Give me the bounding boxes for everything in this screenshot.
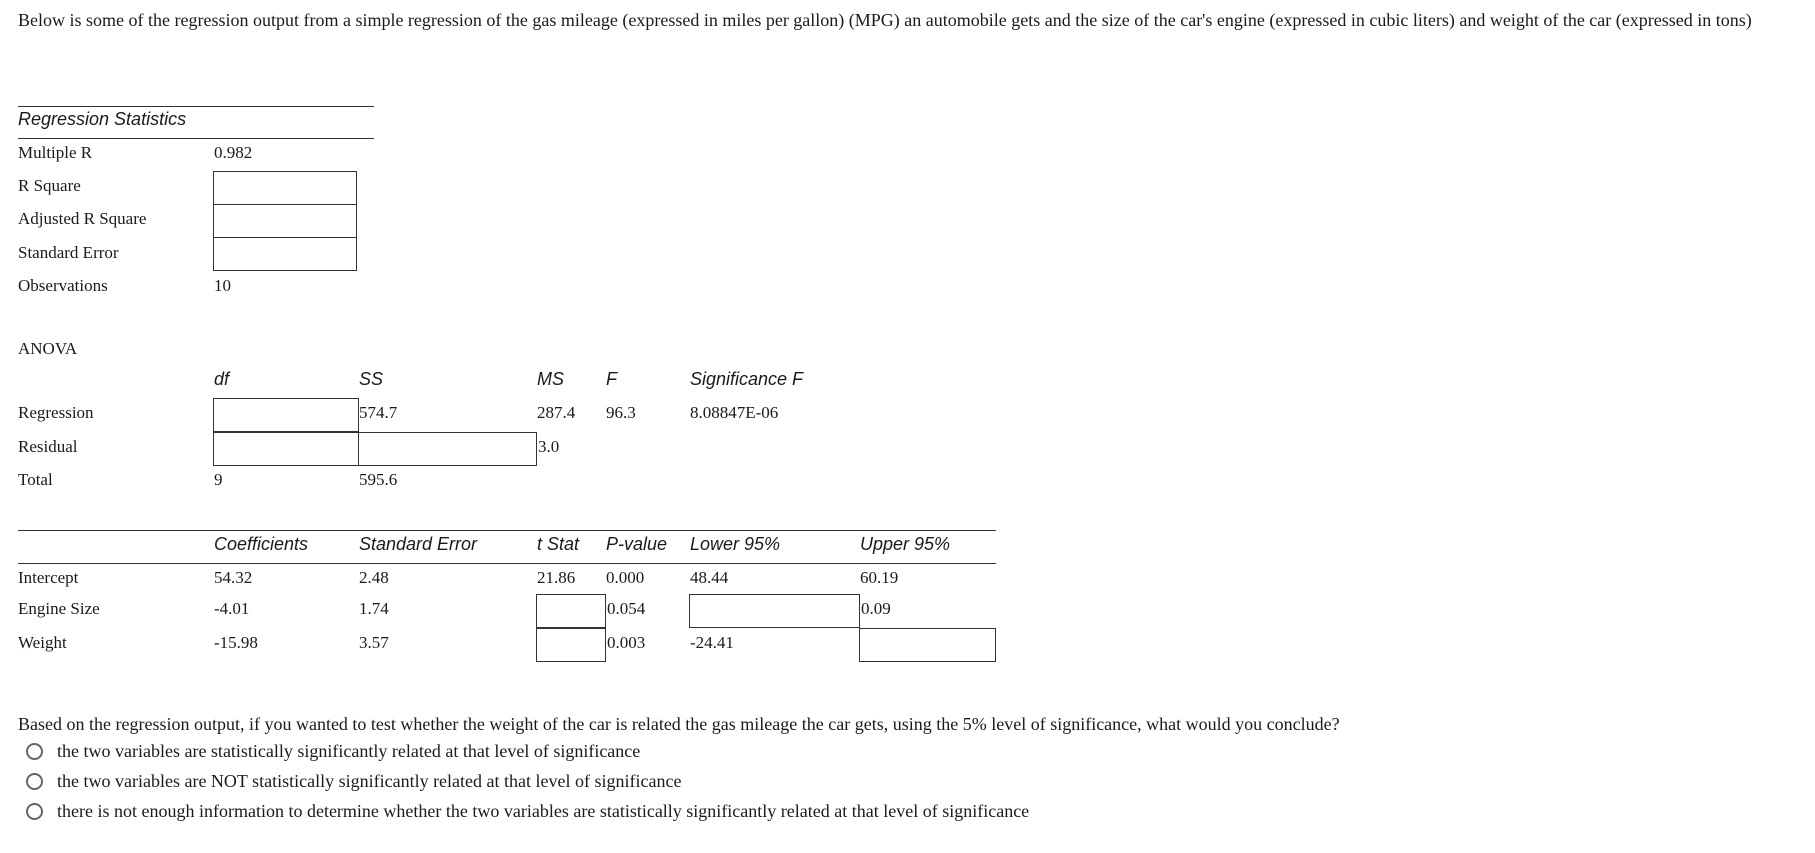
coef-header-t-stat: t Stat bbox=[537, 534, 580, 554]
anova-residual-ss-input[interactable] bbox=[358, 432, 537, 466]
r-square-label: R Square bbox=[18, 176, 81, 195]
anova-total-ss: 595.6 bbox=[359, 470, 398, 489]
engine-size-label: Engine Size bbox=[18, 599, 100, 618]
weight-lower-95: -24.41 bbox=[690, 633, 734, 652]
anova-total-df: 9 bbox=[214, 470, 223, 489]
standard-error-label: Standard Error bbox=[18, 243, 119, 262]
weight-se: 3.57 bbox=[359, 633, 389, 652]
coef-top-rule bbox=[18, 530, 996, 531]
weight-t-stat-input[interactable] bbox=[536, 628, 606, 662]
intercept-se: 2.48 bbox=[359, 568, 389, 587]
anova-regression-ms: 287.4 bbox=[537, 403, 576, 422]
intercept-coef: 54.32 bbox=[214, 568, 253, 587]
intercept-t-stat: 21.86 bbox=[537, 568, 576, 587]
answer-option-2[interactable] bbox=[26, 769, 681, 793]
answer-option-label: there is not enough information to determine whether the two variables are statistically significantly related at that level of significance bbox=[57, 800, 1030, 821]
anova-total-label: Total bbox=[18, 470, 53, 489]
observations-value: 10 bbox=[214, 276, 231, 295]
anova-title: ANOVA bbox=[18, 339, 78, 358]
answer-option-1[interactable] bbox=[26, 739, 640, 763]
multiple-r-value: 0.982 bbox=[214, 143, 253, 162]
coef-header-coefficients: Coefficients bbox=[214, 534, 309, 554]
intercept-label: Intercept bbox=[18, 568, 79, 587]
table-header-rule bbox=[18, 138, 374, 139]
intercept-p-value: 0.000 bbox=[606, 568, 645, 587]
answer-option-3[interactable] bbox=[26, 799, 1029, 823]
answer-option-label: the two variables are statistically significantly related at that level of significance bbox=[57, 740, 641, 761]
r-square-input[interactable] bbox=[213, 171, 357, 205]
anova-regression-label: Regression bbox=[18, 403, 94, 422]
anova-header-ms: MS bbox=[537, 369, 564, 389]
anova-residual-df-input[interactable] bbox=[213, 432, 359, 466]
coef-header-p-value: P-value bbox=[606, 534, 668, 554]
regression-statistics-title: Regression Statistics bbox=[18, 109, 187, 129]
engine-size-coef: -4.01 bbox=[214, 599, 250, 618]
engine-size-se: 1.74 bbox=[359, 599, 389, 618]
anova-residual-ms: 3.0 bbox=[538, 437, 560, 456]
intro-text: Below is some of the regression output from a simple regression of the gas mileage (expressed in miles per gallon) (MPG) an automobile gets and the size of the car's engine (expressed in cubic liters) and weight of the car (expressed in tons) bbox=[18, 10, 1752, 30]
weight-p-value: 0.003 bbox=[607, 633, 646, 652]
engine-size-p-value: 0.054 bbox=[607, 599, 646, 618]
weight-upper-95-input[interactable] bbox=[859, 628, 996, 662]
intercept-lower-95: 48.44 bbox=[690, 568, 729, 587]
anova-header-df: df bbox=[214, 369, 230, 389]
anova-header-significance-f: Significance F bbox=[690, 369, 804, 389]
anova-regression-f: 96.3 bbox=[606, 403, 636, 422]
anova-regression-ss: 574.7 bbox=[359, 403, 398, 422]
multiple-r-label: Multiple R bbox=[18, 143, 93, 162]
coef-header-upper-95: Upper 95% bbox=[860, 534, 951, 554]
anova-residual-label: Residual bbox=[18, 437, 78, 456]
intercept-upper-95: 60.19 bbox=[860, 568, 899, 587]
coef-header-standard-error: Standard Error bbox=[359, 534, 478, 554]
standard-error-input[interactable] bbox=[213, 237, 357, 271]
engine-size-lower-95-input[interactable] bbox=[689, 594, 860, 628]
radio-button-icon[interactable] bbox=[26, 743, 43, 760]
weight-coef: -15.98 bbox=[214, 633, 258, 652]
adjusted-r-square-label: Adjusted R Square bbox=[18, 209, 147, 228]
adjusted-r-square-input[interactable] bbox=[213, 204, 357, 238]
radio-button-icon[interactable] bbox=[26, 773, 43, 790]
answer-option-label: the two variables are NOT statistically significantly related at that level of significance bbox=[57, 770, 682, 791]
radio-button-icon[interactable] bbox=[26, 803, 43, 820]
table-top-rule bbox=[18, 106, 374, 107]
anova-header-f: F bbox=[606, 369, 617, 389]
question-text: Based on the regression output, if you wanted to test whether the weight of the car is related the gas mileage the car gets, using the 5% level of significance, what would you conclude? bbox=[18, 714, 1340, 734]
anova-regression-df-input[interactable] bbox=[213, 398, 359, 432]
engine-size-t-stat-input[interactable] bbox=[536, 594, 606, 628]
coef-header-lower-95: Lower 95% bbox=[690, 534, 781, 554]
anova-regression-significance-f: 8.08847E-06 bbox=[690, 403, 779, 422]
weight-label: Weight bbox=[18, 633, 67, 652]
coef-header-rule bbox=[18, 563, 996, 564]
engine-size-upper-95: 0.09 bbox=[861, 599, 891, 618]
anova-header-ss: SS bbox=[359, 369, 384, 389]
observations-label: Observations bbox=[18, 276, 108, 295]
